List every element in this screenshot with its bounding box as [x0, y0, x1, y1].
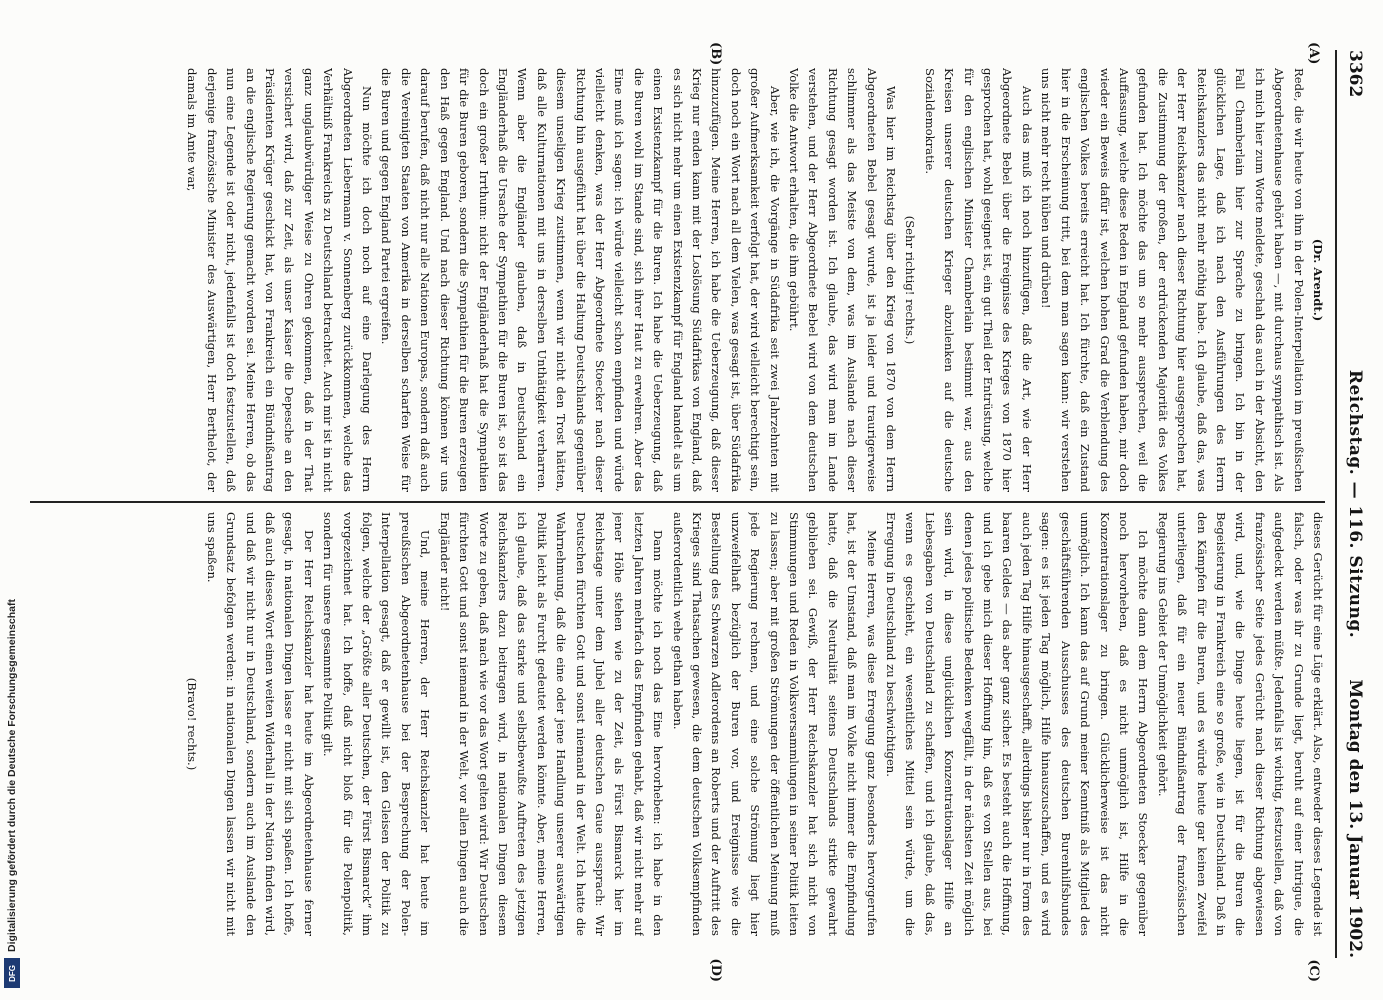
header-rule	[1335, 50, 1337, 958]
paragraph: dieses Gerücht für eine Lüge erklärt. Also, entweder dieses Legende ist falsch, oder was ihr zu Grunde liegt, beruht auf einer Intrigue, die aufgedeckt werden müßte. Jedenfalls ist wichtig, festzustellen, daß von französischer Seite jedes Gerücht nach dieser Richtung abgewiesen wird, und, wie die Dinge heute liegen, ist für die Buren die Begeisterung in Frankreich eine so große, wie in Deutschland. Daß in den Kämpfen für die Buren, und es würde heute gar keinen Zweifel unterliegen, daß für ein neuer Bündnißantrag der französischen Regierung ins Gebiet der Unmöglichkeit gehört.	[1155, 512, 1325, 936]
paragraph: Was hier im Reichstag über den Krieg von 1870 von dem Herrn Abgeordneten Bebel gesagt wurde, ist ja leider und traurigerweise schlimmer als das Meiste von dem, was im Auslande nach dieser Richtung gesagt worden ist. Ich glaube, das wird man im Lande verstehen, und der Herr Abgeordnete Bebel wird von dem deutschen Volke die Antwort erhalten, die ihm gebührt.	[787, 68, 899, 492]
session-date: Montag den 13. Januar 1902.	[1345, 679, 1365, 958]
left-column	[30, 68, 1327, 492]
paragraph: Rede, die wir heute von ihm in der Polen-Interpellation im preußischen Abgeordnetenhause gehört haben —, mit durchaus sympathisch ist. Als ich mich hier zum Worte meldete, geschah das auch in der Absicht, den Fall Chamberlain hier zur Sprache zu bringen. Ich bin in der glücklichen Lage, daß ich nach den Ausführungen des Herrn Reichskanzlers das nicht mehr nöthig habe. Ich glaube, daß das, was der Herr Reichskanzler nach dieser Richtung hier ausgesprochen hat, die Zustimmung der großen, der erdrückenden Majorität des Volkes gefunden hat. Ich möchte das um so mehr aussprechen, weil die Auffassung, welche diese Reden in England gefunden haben, mir doch wieder ein Beweis dafür ist, welchen hohen Grad die Verblendung des englischen Volkes bereits erreicht hat. Ich fürchte, daß ein Zustand hier in die Erscheinung tritt, bei dem man sagen kann: wir verstehen uns nicht mehr recht hüben und drüben!	[1039, 68, 1306, 492]
margin-mark-a: (A)	[1306, 42, 1321, 65]
digitization-credit	[2, 8, 22, 992]
margin-mark-b: (B)	[708, 42, 723, 66]
margin-mark-c: (C)	[1306, 959, 1321, 982]
paragraph: Nun möchte ich doch noch auf eine Darlegung des Herrn Abgeordneten Liebermann v. Sonnenberg zurückkommen, welche das Verhältniß Frankreichs zu Deutschland betrachtet. Auch mir ist in nicht ganz unglaubwürdiger Weise zu Ohren gekommen, daß in der That versichert wird, daß zur Zeit, als unser Kaiser die Depesche an den Präsidenten Krüger geschickt hat, von Frankreich ein Bündnißantrag an die englische Regierung gemacht worden sei. Meine Herren, ob das nun eine Legende ist oder nicht, jedenfalls ist doch festzustellen, daß derjenige französische Minister des Auswärtigen, Herr Berthelot, der damals im Amte war,	[185, 68, 375, 492]
right-column	[30, 512, 1327, 936]
paragraph: Dann möchte ich noch das Eine hervorheben: ich habe in den letzten Jahren mehrfach das Empfinden gehabt, daß wir nicht mehr auf jener Höhe stehen wie zu der Zeit, als Fürst Bismarck hier im Reichstage unter dem Jubel aller deutschen Gaue aussprach: Wir Deutschen fürchten Gott und sonst niemand in der Welt. Ich hatte die Wahrnehmung, daß die eine oder jene Handlung unserer auswärtigen Politik leicht als Furcht gedeutet werden könnte. Aber, meine Herren, ich glaube, daß das starke und selbstbewußte Auftreten des jetzigen Reichskanzlers dazu beitragen wird, in nationalen Dingen diesem Worte zu geben, daß nach wie vor das Wort gelten wird: Wir Deutschen fürchten Gott und sonst niemand in der Welt, vor allen Dingen auch die Engländer nicht!	[437, 512, 666, 936]
credit-text: Digitalisierung gefördert durch die Deutsche Forschungsgemeinschaft	[6, 599, 18, 952]
margin-mark-d: (D)	[708, 958, 723, 982]
paragraph: Und, meine Herren, der Herr Reichskanzler hat heute im preußischen Abgeordnetenhause bei der Besprechung der Polen-Interpellation gesagt, daß er gewillt ist, den Gleisen der Politik zu folgen, welche der „Größte aller Deutschen, der Fürst Bismarck“ ihm vorgezeichnet hat. Ich hoffe, daß nicht bloß für die Polenpolitik, sondern für unsere gesammte Politik gilt.	[321, 512, 433, 936]
paragraph: Auch das muß ich noch hinzufügen, daß die Art, wie der Herr Abgeordnete Bebel über die Ereignisse des Krieges von 1870 hier gesprochen hat, wohl geeignet ist, ein gut Theil der Entrüstung, welche für den englischen Minister Chamberlain bestimmt war, aus den Kreisen unserer deutschen Krieger abzulenken auf die deutsche Sozialdemokratie.	[922, 68, 1034, 492]
dfg-logo: DFG	[4, 958, 20, 988]
paragraph: Der Herr Reichskanzler hat heute im Abgeordnetenhause ferner gesagt, in nationalen Dingen lasse er nicht mit sich spaßen. Ich hoffe, daß auch dieses Wort einen weiten Widerhall in der Nation finden wird, und daß wir nicht nur in Deutschland, sondern auch im Auslande den Grundsatz befolgen werden: in nationalen Dingen lassen wir nicht mit uns spaßen.	[204, 512, 316, 936]
column-rule	[30, 501, 1325, 503]
interjection: (Sehr richtig! rechts.)	[903, 215, 918, 345]
speaker-name: (Dr. Arendt.)	[1311, 238, 1325, 322]
paragraph: Meine Herren, was diese Erregung ganz besonders hervorgerufen hat, ist der Umstand, daß man im Volke nicht immer die Empfindung hatte, daß die Neutralität seitens Deutschlands strikte gewahrt geblieben sei. Gewiß, der Herr Reichskanzler hat sich nicht von Stimmungen und Reden in Volksversammlungen in seiner Politik leiten zu lassen; aber mit großen Strömungen der öffentlichen Meinung muß jede Regierung rechnen, und eine solche Strömung liegt hier unzweifelhaft bezüglich der Buren vor, und Ereignisse wie die Bestellung des Schwarzen Adlerordens an Roberts und der Auftritt des Krieges sind Thatsachen gewesen, die dem deutschen Volksempfinden außerordentlich wehe gethan haben.	[670, 512, 879, 936]
page-title: Reichstag. — 116. Sitzung.	[1345, 369, 1365, 639]
page-header	[1339, 50, 1365, 958]
paragraph: Ich möchte dann dem Herrn Abgeordneten Stoecker gegenüber noch hervorheben, daß es nicht unmöglich ist, Hilfe in die Konzentrationslager zu bringen. Glücklicherweise ist das nicht unmöglich. Ich kann das auf Grund meiner Kenntniß als Mitglied des geschäftsführenden Ausschusses des deutschen Burenhilfsbundes sagen: es ist jeden Tag möglich, Hilfe hinauszuschaffen, und es wird auch jeden Tag Hilfe hinausgeschafft, allerdings bisher nur in Form des baaren Geldes — das aber ganz sicher. Es besteht auch die Hoffnung, und ich gebe mich dieser Hoffnung hin, daß es von Stellen aus, bei denen jedes politische Bedenken wegfällt, in der nächsten Zeit möglich sein wird, in diese unglücklichen Konzentrationslager Hilfe an Liebesgaben von Deutschland zu schaffen, und ich glaube, daß das, wenn es geschieht, ein wesentliches Mittel sein würde, um die Erregung in Deutschland zu beschwichtigen.	[884, 512, 1151, 936]
paragraph: Aber, wie ich, die Vorgänge in Südafrika seit zwei Jahrzehnten mit großer Aufmerksamkeit verfolgt hat, der wird vielleicht berechtigt sein, doch noch ein Wort nach all dem Vielen, was gesagt ist, über Südafrika hinzuzufügen. Meine Herren, ich habe die Ueberzeugung, daß dieser Krieg nur enden kann mit der Loslösung Südafrikas von England, daß es sich nicht mehr um einen Existenzkampf für England handelt als um einen Existenzkampf für die Buren. Ich habe die Ueberzeugung, daß die Buren wohl im Stande sind, sich ihrer Haut zu erwehren. Aber das Eine muß ich sagen: ich würde vielleicht schon empfinden und würde vielleicht denken, was der Herr Abgeordnete Stoecker nach dieser Richtung hin ausgeführt hat über die Haltung Deutschlands gegenüber diesem unseligen Krieg zustimmen, wenn wir nicht den Trost hätten, daß alle Kulturnationen mit uns in derselben Unthätigkeit verharren. Wenn aber die Engländer glauben, daß in Deutschland ein Engländerhaß die Ursache der Sympathien für die Buren ist, so ist das doch ein großer Irrthum: nicht der Engländerhaß hat die Sympathien für die Buren geboren, sondern die Sympathien für die Buren erzeugen den Haß gegen England. Und nach dieser Richtung können wir uns darauf berufen, daß nicht nur alle Nationen Europas, sondern daß auch die Vereinigten Staaten von Amerika in derselben scharfen Weise für die Buren und gegen England Partei ergreifen.	[379, 68, 782, 492]
page-number: 3362	[1345, 50, 1365, 98]
interjection: (Bravo! rechts.)	[185, 677, 200, 771]
